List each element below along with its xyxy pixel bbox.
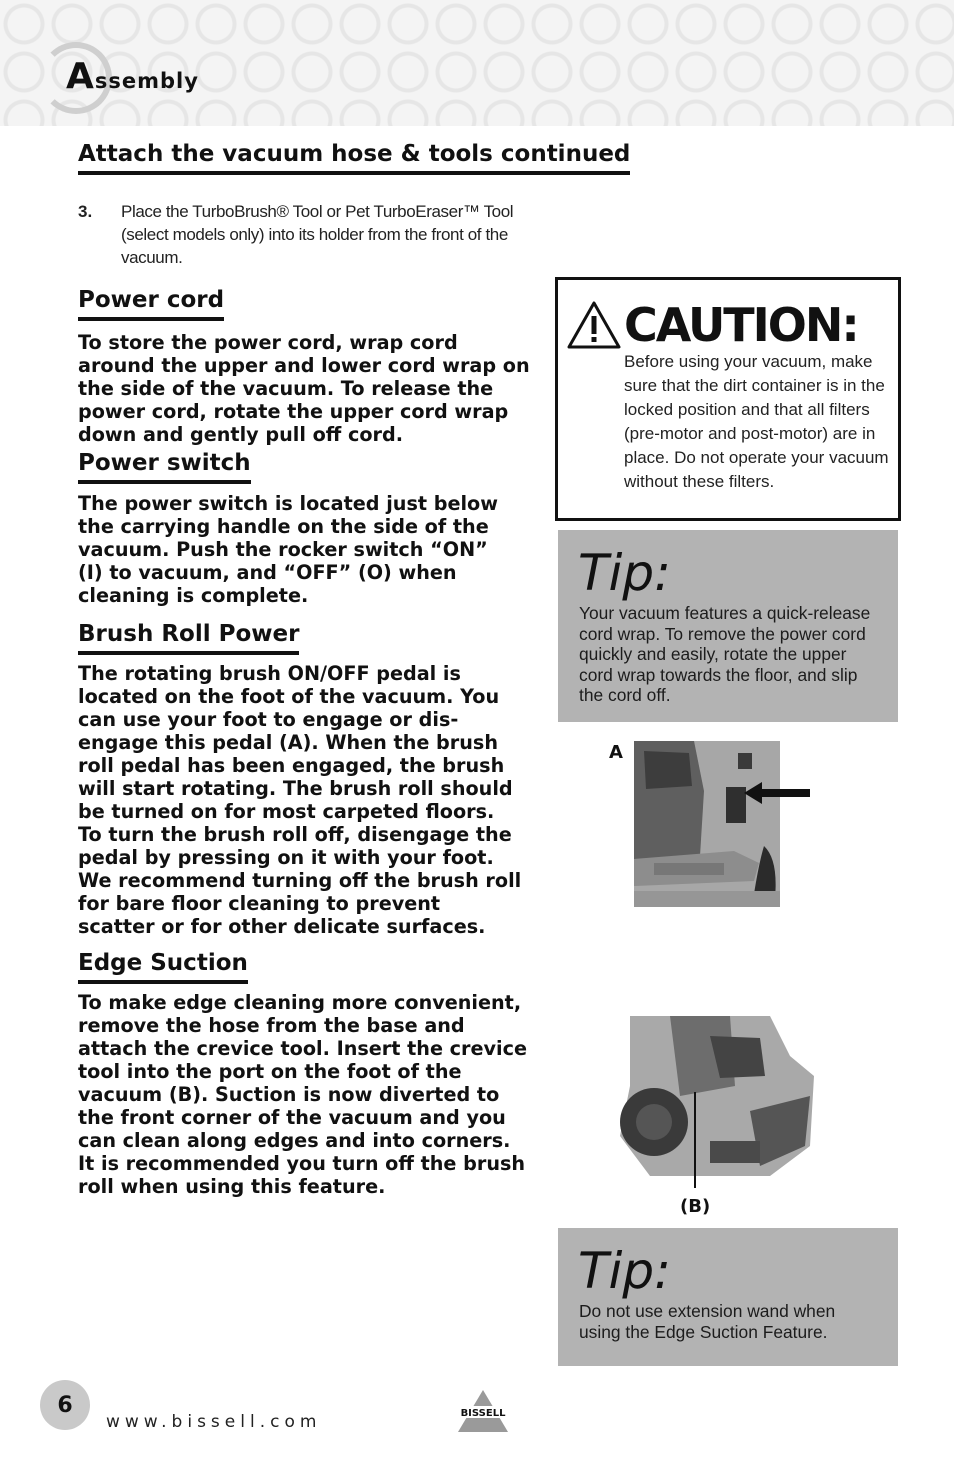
page-title-rest: ssembly bbox=[94, 69, 199, 93]
power-switch-text: The power switch is located just below the carrying handle on the side of the vacuum. Push the rocker switch “ON” (I) to vacuum, and “OFF” (O) when cleaning is complete. bbox=[78, 492, 498, 607]
photo-edge-suction bbox=[620, 1016, 814, 1176]
bissell-logo bbox=[450, 1388, 516, 1434]
step-text: Place the TurboBrush® Tool or Pet TurboEraser™ Tool (select models only) into its holder from the front of the vacuum. bbox=[121, 202, 514, 267]
page-number: 6 bbox=[40, 1380, 90, 1430]
tip-text: Your vacuum features a quick-release cord wrap. To remove the power cord quickly and easily, rotate the upper cord wrap towards the floor, and slip the cord off. bbox=[579, 603, 871, 705]
arrow-left-icon bbox=[744, 780, 810, 806]
step-number: 3. bbox=[78, 202, 93, 221]
caution-heading bbox=[566, 298, 858, 352]
tip-text: Do not use extension wand when using the Edge Suction Feature. bbox=[579, 1301, 836, 1342]
page-title-initial: A bbox=[66, 56, 95, 97]
tip-box-cord-wrap bbox=[558, 530, 898, 722]
svg-text:BISSELL: BISSELL bbox=[460, 1408, 506, 1419]
section-heading-edge-suction: Edge Suction bbox=[78, 950, 248, 984]
section-heading-power-switch: Power switch bbox=[78, 450, 251, 484]
tip-heading: Tip: bbox=[578, 1242, 672, 1300]
step-3 bbox=[78, 200, 538, 269]
section-heading-power-cord: Power cord bbox=[78, 287, 224, 321]
figure-b-leader-line bbox=[694, 1092, 696, 1188]
tip-heading: Tip: bbox=[578, 544, 672, 602]
footer-url: www.bissell.com bbox=[106, 1412, 322, 1432]
caution-box bbox=[555, 277, 901, 521]
section-heading-attach-hose: Attach the vacuum hose & tools continued bbox=[78, 141, 630, 175]
edge-suction-text: To make edge cleaning more convenient, remove the hose from the base and attach the crevice tool. Insert the crevice tool into the port on the foot of the vacuum (B). Suction is now diverted to the front corner of the vacuum and you can clean along edges and into corners. It is recommended you turn off the brush roll when using this feature. bbox=[78, 991, 527, 1198]
figure-label-a: A bbox=[609, 742, 623, 763]
section-heading-brush-roll: Brush Roll Power bbox=[78, 621, 299, 655]
photo-brush-roll-pedal bbox=[634, 741, 780, 907]
power-cord-text: To store the power cord, wrap cord around the upper and lower cord wrap on the side of the vacuum. To release the power cord, rotate the upper cord wrap down and gently pull off cord. bbox=[78, 331, 530, 446]
warning-triangle-icon bbox=[566, 300, 622, 350]
tip-box-edge-suction bbox=[558, 1228, 898, 1366]
page-title bbox=[66, 56, 199, 97]
caution-title: CAUTION: bbox=[624, 298, 858, 352]
caution-text: Before using your vacuum, make sure that the dirt container is in the locked position and that all filters (pre-motor and post-motor) are in place. Do not operate your vacuum without these filters. bbox=[624, 352, 889, 491]
brush-roll-text: The rotating brush ON/OFF pedal is located on the foot of the vacuum. You can use your foot to engage or disengage this pedal (A). When the brush roll pedal has been engaged, the brush will start rotating. The brush roll should be turned on for most carpeted floors. To turn the brush roll off, disengage the pedal by pressing on it with your foot. We recommend turning off the brush roll for bare floor cleaning to prevent scatter or for other delicate surfaces. bbox=[78, 662, 522, 938]
figure-label-b: (B) bbox=[680, 1196, 711, 1217]
